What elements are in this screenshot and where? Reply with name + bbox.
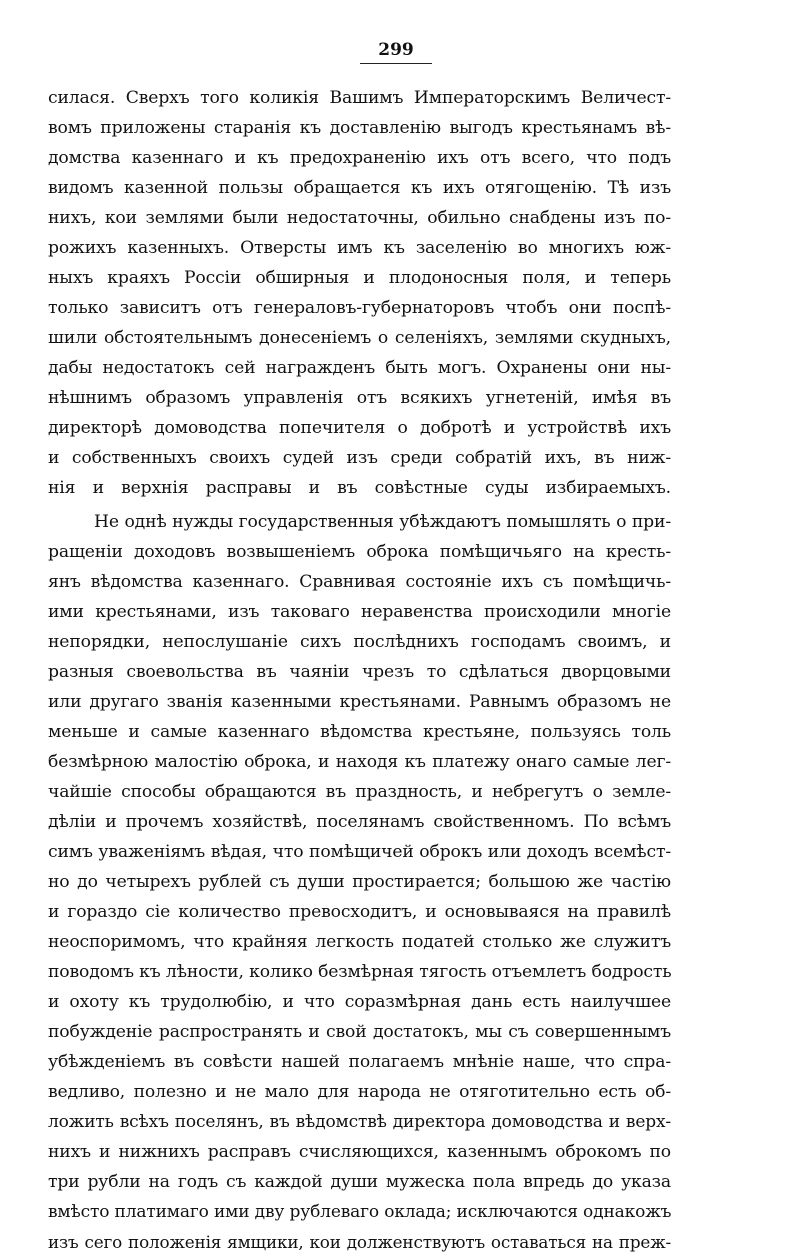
text-line: янъ вѣдомства казеннаго. Сравнивая состояніе ихъ съ помѣщичь-: [48, 572, 671, 592]
text-line: меньше и самые казеннаго вѣдомства крестьяне, пользуясь толь: [48, 722, 671, 742]
text-line: ими крестьянами, изъ таковаго неравенства происходили многіе: [48, 602, 671, 622]
text-line: непорядки, непослушаніе сихъ послѣднихъ господамъ своимъ, и: [48, 632, 671, 652]
paragraph: [48, 83, 671, 503]
text-line: рожихъ казенныхъ. Отверсты имъ къ заселенію во многихъ юж-: [48, 238, 671, 258]
text-line: неоспоримомъ, что крайняя легкость податей столько же служитъ: [48, 932, 671, 952]
text-line: домства казеннаго и къ предохраненію ихъ отъ всего, что подъ: [48, 148, 671, 168]
text-line: шили обстоятельнымъ донесеніемъ о селеніяхъ, землями скудныхъ,: [48, 328, 671, 348]
text-line: вмѣсто платимаго ими дву рублеваго оклада; исключаются однакожъ: [48, 1202, 672, 1222]
text-line: нихъ и нижнихъ расправъ счисляющихся, казеннымъ оброкомъ по: [48, 1142, 671, 1162]
text-line: симъ уваженіямъ вѣдая, что помѣщичей оброкъ или доходъ всемѣст-: [48, 842, 671, 862]
text-line: директорѣ домоводства попечителя о добротѣ и устройствѣ ихъ: [48, 418, 671, 438]
text-line: ращеніи доходовъ возвышеніемъ оброка помѣщичьяго на кресть-: [48, 542, 671, 562]
text-line: нія и верхнія расправы и въ совѣстные суды избираемыхъ.: [48, 478, 671, 498]
text-line: нѣшнимъ образомъ управленія отъ всякихъ угнетеній, имѣя въ: [48, 388, 671, 408]
page-number: 299: [0, 40, 792, 64]
text-line: побужденіе распространять и свой достатокъ, мы съ совершеннымъ: [48, 1022, 671, 1042]
text-line: убѣжденіемъ въ совѣсти нашей полагаемъ мнѣніе наше, что спра-: [48, 1052, 671, 1072]
text-line: ныхъ краяхъ Россіи обширныя и плодоносныя поля, и теперь: [48, 268, 671, 288]
text-line: изъ сего положенія ямщики, кои долженствуютъ оставаться на преж-: [48, 1232, 671, 1252]
text-line: силася. Сверхъ того коликія Вашимъ Императорскимъ Величест-: [48, 88, 671, 108]
text-line: Не однѣ нужды государственныя убѣждаютъ помышлять о при-: [94, 512, 671, 532]
text-line: дѣліи и прочемъ хозяйствѣ, поселянамъ свойственномъ. По всѣмъ: [48, 812, 671, 832]
text-line: поводомъ къ лѣности, колико безмѣрная тягость отъемлетъ бодрость: [48, 962, 672, 982]
text-line: и гораздо сіе количество превосходитъ, и основываяся на правилѣ: [48, 902, 671, 922]
text-line: только зависитъ отъ генераловъ-губернаторовъ чтобъ они поспѣ-: [48, 298, 671, 318]
text-line: безмѣрною малостію оброка, и находя къ платежу онаго самые лег-: [48, 752, 671, 772]
text-line: нихъ, кои землями были недостаточны, обильно снабдены изъ по-: [48, 208, 671, 228]
text-line: чайшіе способы обращаются въ праздность, и небрегутъ о земле-: [48, 782, 671, 802]
text-line: ведливо, полезно и не мало для народа не отяготительно есть об-: [48, 1082, 671, 1102]
text-line: ложить всѣхъ поселянъ, въ вѣдомствѣ директора домоводства и верх-: [48, 1112, 671, 1132]
body-text: [48, 83, 671, 1257]
text-line: и охоту къ трудолюбію, и что соразмѣрная дань есть наилучшее: [48, 992, 671, 1012]
text-line: или другаго званія казенными крестьянами. Равнымъ образомъ не: [48, 692, 671, 712]
text-line: вомъ приложены старанія къ доставленію выгодъ крестьянамъ вѣ-: [48, 118, 671, 138]
text-line: но до четырехъ рублей съ души простирается; большою же частію: [48, 872, 671, 892]
text-line: и собственныхъ своихъ судей изъ среди собратій ихъ, въ ниж-: [48, 448, 671, 468]
text-line: три рубли на годъ съ каждой души мужеска пола впредь до указа: [48, 1172, 671, 1192]
paragraph: [48, 507, 671, 1257]
text-line: дабы недостатокъ сей награжденъ быть могъ. Охранены они ны-: [48, 358, 671, 378]
text-line: разныя своевольства въ чаяніи чрезъ то сдѣлаться дворцовыми: [48, 662, 671, 682]
text-line: видомъ казенной пользы обращается къ ихъ отягощенію. Тѣ изъ: [48, 178, 671, 198]
